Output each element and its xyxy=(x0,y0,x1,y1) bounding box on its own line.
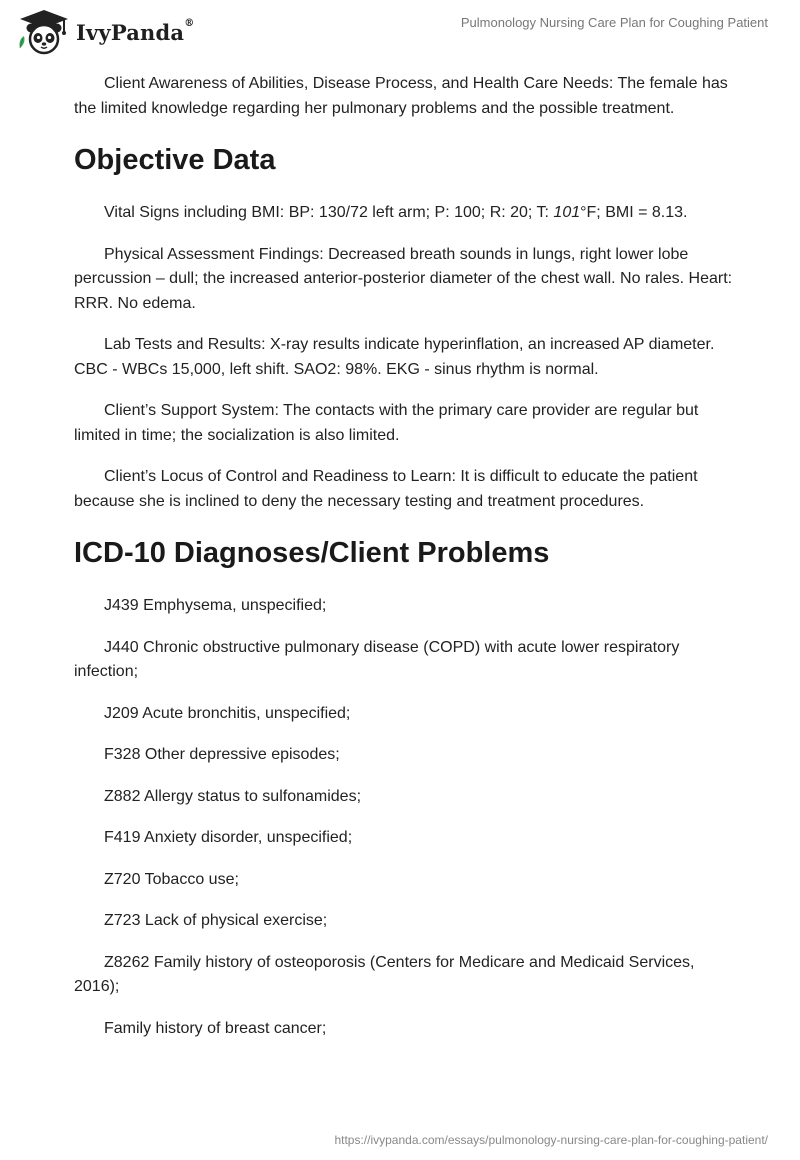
icd-item: F419 Anxiety disorder, unspecified; xyxy=(104,829,353,846)
locus-of-control-paragraph: Client’s Locus of Control and Readiness to Learn: It is difficult to educate the patient because she is inclined to deny the necessary testing and treatment procedures. xyxy=(74,468,698,510)
icd-item: Z720 Tobacco use; xyxy=(104,870,239,888)
panda-graduate-icon xyxy=(16,8,72,56)
icd-item: F328 Other depressive episodes; xyxy=(104,746,340,763)
temperature-value: 101 xyxy=(553,204,581,221)
objective-data-heading: Objective Data xyxy=(74,144,276,176)
brand-name xyxy=(76,17,195,45)
vital-signs-text: Vital Signs including BMI: BP: 130/72 left arm; P: 100; R: 20; T: xyxy=(104,204,554,221)
icd-item: J209 Acute bronchitis, unspecified; xyxy=(104,704,351,722)
lab-tests-paragraph: Lab Tests and Results: X-ray results indicate hyperinflation, an increased AP diameter. CBC - WBCs 15,000, left shift. SAO2: 98%. EKG - sinus rhythm is normal. xyxy=(74,336,715,378)
registered-mark: ® xyxy=(184,17,195,29)
brand-label: IvyPanda xyxy=(76,19,185,45)
vital-signs-paragraph xyxy=(74,201,734,226)
icd-item: Z8262 Family history of osteoporosis (Centers for Medicare and Medicaid Services, 2016); xyxy=(74,953,695,995)
ivypanda-logo[interactable] xyxy=(16,8,194,56)
icd-item: Z882 Allergy status to sulfonamides; xyxy=(104,787,362,805)
icd-diagnoses-heading: ICD-10 Diagnoses/Client Problems xyxy=(74,537,550,569)
intro-paragraph: Client Awareness of Abilities, Disease Process, and Health Care Needs: The female has the limited knowledge regarding her pulmonary problems and the possible treatment. xyxy=(74,75,728,117)
page-header xyxy=(0,0,800,64)
support-system-paragraph: Client’s Support System: The contacts with the primary care provider are regular but limited in time; the socialization is also limited. xyxy=(74,402,699,444)
icd-item: Z723 Lack of physical exercise; xyxy=(104,912,328,929)
vital-signs-tail: °F; BMI = 8.13. xyxy=(580,204,688,221)
document-title: Pulmonology Nursing Care Plan for Coughing Patient xyxy=(460,15,768,30)
icd-item: J440 Chronic obstructive pulmonary disease (COPD) with acute lower respiratory infection; xyxy=(74,638,680,680)
icd-item: Family history of breast cancer; xyxy=(104,1019,327,1037)
icd-item: J439 Emphysema, unspecified; xyxy=(104,597,327,614)
source-url-link[interactable]: https://ivypanda.com/essays/pulmonology-nursing-care-plan-for-coughing-patient/ xyxy=(334,1133,768,1147)
physical-assessment-paragraph: Physical Assessment Findings: Decreased breath sounds in lungs, right lower lobe percussion – dull; the increased anterior-posterior diameter of the chest wall. No rales. Heart: RRR. No edema. xyxy=(74,245,733,312)
essay-body xyxy=(74,72,734,1058)
